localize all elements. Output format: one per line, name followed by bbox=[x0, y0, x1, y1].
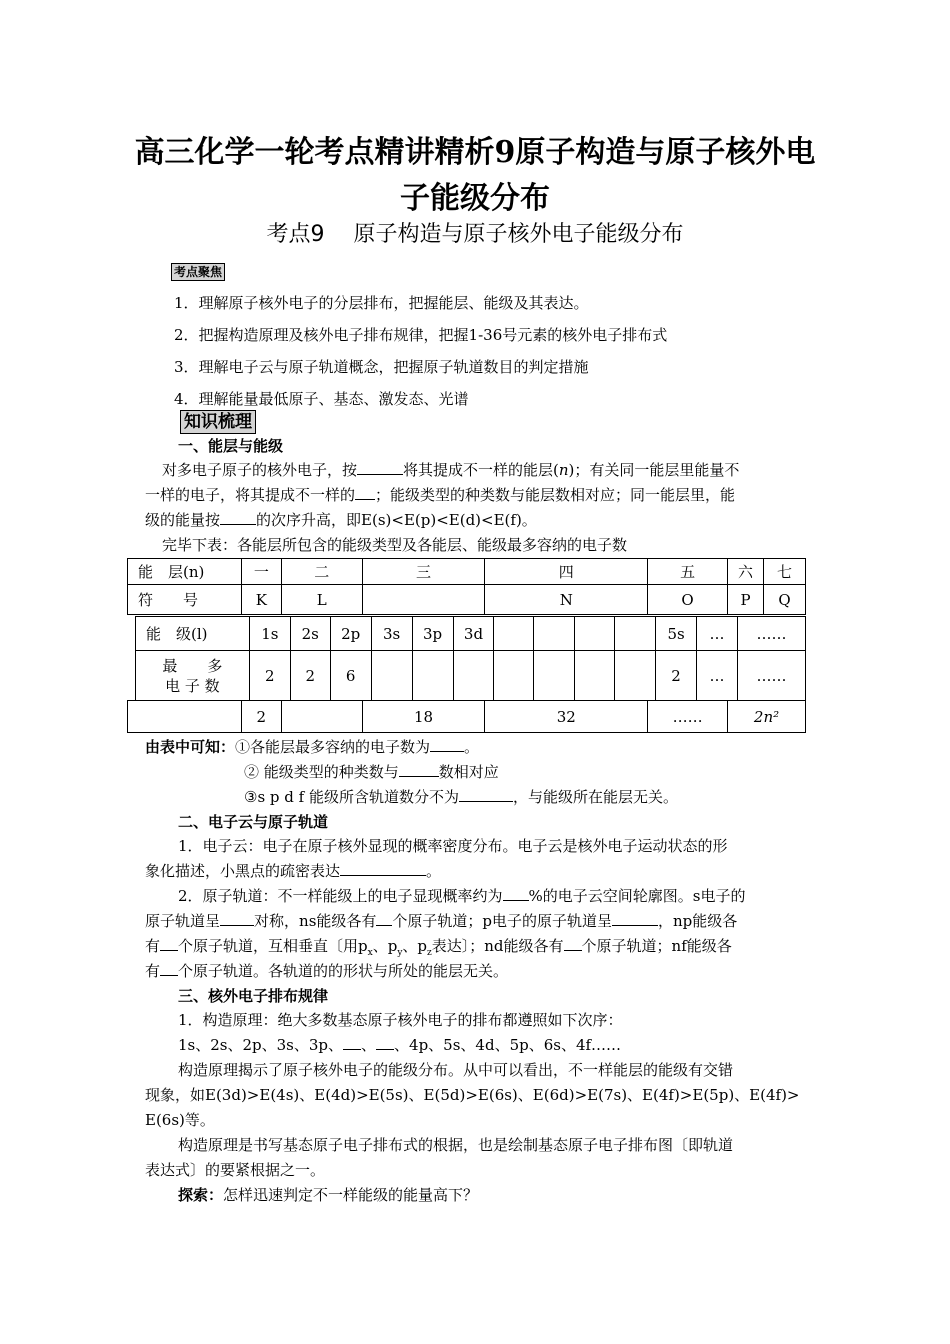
section-1-paragraph-line bbox=[145, 485, 735, 505]
sublevel-cell: 2p bbox=[330, 617, 371, 651]
symbol-cell bbox=[362, 585, 485, 615]
max-cell bbox=[412, 651, 453, 701]
text: ns能级各有 bbox=[299, 912, 377, 930]
section-2-line bbox=[145, 911, 737, 931]
text: ，与能级所在能层无关。 bbox=[512, 788, 678, 806]
layer-header: 能 层(n) bbox=[128, 559, 242, 585]
section-2-line bbox=[145, 961, 508, 981]
layer-cell: 四 bbox=[485, 559, 648, 585]
text: 一样的电子，将其提成不一样的 bbox=[145, 486, 356, 504]
text: 有 bbox=[145, 937, 161, 955]
sublevel-cell: 3p bbox=[412, 617, 453, 651]
sublevel-cell bbox=[615, 617, 656, 651]
text: 。 bbox=[464, 738, 480, 756]
fill-blank bbox=[503, 886, 529, 901]
text: 级的能量按 bbox=[145, 511, 221, 529]
symbol-cell: L bbox=[281, 585, 362, 615]
knowledge-badge: 知识梳理 bbox=[180, 410, 256, 434]
section-1-paragraph-line bbox=[145, 510, 537, 530]
section-2-line: 1．电子云：电子在原子核外显现的概率密度分布。电子云是核外电子运动状态的形 bbox=[178, 837, 728, 855]
sublevel-cell: 3s bbox=[371, 617, 412, 651]
fill-blank bbox=[459, 787, 513, 802]
focus-item: 4．理解能量最低原子、基态、激发态、光谱 bbox=[174, 390, 469, 408]
section-2-line bbox=[145, 861, 441, 881]
text: 将其提成不一样的能层( bbox=[403, 461, 559, 479]
focus-badge: 考点聚焦 bbox=[171, 263, 225, 281]
sublevel-header: 能 级(l) bbox=[136, 617, 250, 651]
text: ，np能级各 bbox=[658, 912, 738, 930]
text: ③s p d f 能级所含轨道数分不为 bbox=[244, 788, 459, 806]
symbol-cell: Q bbox=[763, 585, 805, 615]
section-1-heading: 一、能层与能级 bbox=[178, 437, 284, 455]
subtitle: 考点9 原子构造与原子核外电子能级分布 bbox=[266, 222, 684, 247]
section-1-paragraph-line bbox=[162, 460, 739, 480]
focus-item: 3．理解电子云与原子轨道概念，把握原子轨道数目的判定措施 bbox=[174, 358, 589, 376]
sublevel-cell: 5s bbox=[656, 617, 697, 651]
section-3-line: 1．构造原理：绝大多数基态原子核外电子的排布都遵照如下次序： bbox=[178, 1011, 623, 1029]
fill-blank bbox=[343, 1035, 361, 1050]
total-cell: …… bbox=[648, 701, 728, 733]
layer-cell: 一 bbox=[241, 559, 281, 585]
text: 、 bbox=[361, 1036, 377, 1054]
text: ；能级类型的种类数与能层数相对应；同一能层里，能 bbox=[375, 486, 736, 504]
text: 对称， bbox=[254, 912, 300, 930]
text: 象化描述，小黑点的疏密表达 bbox=[145, 862, 341, 880]
total-cell: 32 bbox=[485, 701, 648, 733]
sublevel-table bbox=[135, 616, 806, 701]
total-cell bbox=[128, 701, 242, 733]
text: 1s、2s、2p、3s、3p、 bbox=[178, 1036, 344, 1054]
text: 的次序升高，即 bbox=[256, 511, 362, 529]
max-cell: 6 bbox=[330, 651, 371, 701]
section-2-line bbox=[145, 936, 732, 963]
fill-blank bbox=[430, 737, 464, 752]
table-intro: 完毕下表：各能层所包含的能级类型及各能层、能级最多容纳的电子数 bbox=[162, 536, 628, 554]
focus-item: 1．理解原子核外电子的分层排布，把握能层、能级及其表达。 bbox=[174, 294, 589, 312]
max-cell bbox=[494, 651, 534, 701]
text: ①各能层最多容纳的电子数为 bbox=[235, 738, 431, 756]
text: 怎样迅速判定不一样能级的能量高下？ bbox=[223, 1186, 479, 1204]
max-cell: … bbox=[697, 651, 738, 701]
total-row bbox=[128, 701, 806, 733]
section-3-line: 现象，如E(3d)>E(4s)、E(4d)>E(5s)、E(5d)>E(6s)、E(6d)>E(7s)、E(4f)>E(5p)、E(4f)> bbox=[145, 1086, 800, 1104]
sublevel-cell bbox=[494, 617, 534, 651]
symbol-cell: O bbox=[648, 585, 728, 615]
symbol-row bbox=[128, 585, 806, 615]
symbol-header: 符 号 bbox=[128, 585, 242, 615]
conclusion-lead: 由表中可知： bbox=[145, 738, 236, 756]
text: )；有关同一能层里能量不 bbox=[568, 461, 740, 479]
total-electrons-table bbox=[127, 700, 806, 733]
symbol-cell: N bbox=[485, 585, 648, 615]
fill-blank bbox=[340, 861, 426, 876]
section-2-heading: 二、电子云与原子轨道 bbox=[178, 813, 329, 831]
conclusion-line-3 bbox=[244, 787, 678, 807]
max-cell: 2 bbox=[249, 651, 290, 701]
fill-blank bbox=[357, 460, 403, 475]
sublevel-cell bbox=[575, 617, 615, 651]
max-cell: 2 bbox=[656, 651, 697, 701]
fill-blank bbox=[355, 485, 375, 500]
fill-blank bbox=[564, 936, 582, 951]
text: 、4p、5s、4d、5p、6s、4f…… bbox=[394, 1036, 622, 1054]
explore-line bbox=[178, 1185, 478, 1205]
fill-blank bbox=[160, 961, 178, 976]
text: 对多电子原子的核外电子，按 bbox=[162, 461, 358, 479]
title-line-2: 子能级分布 bbox=[400, 181, 550, 216]
layer-cell: 三 bbox=[362, 559, 485, 585]
text: 2．原子轨道：不一样能级上的电子显现概率约为 bbox=[178, 887, 503, 905]
text: 个原子轨道。各轨道的的形状与所处的能层无关。 bbox=[178, 962, 509, 980]
text: y bbox=[397, 948, 403, 958]
sublevel-cell: 2s bbox=[290, 617, 330, 651]
section-3-line: E(6s)等。 bbox=[145, 1111, 215, 1129]
fill-blank bbox=[612, 911, 658, 926]
sublevel-cell: … bbox=[697, 617, 738, 651]
text: 、p bbox=[402, 937, 428, 955]
fill-blank bbox=[220, 911, 254, 926]
text: 有 bbox=[145, 962, 161, 980]
layer-cell: 五 bbox=[648, 559, 728, 585]
max-cell bbox=[534, 651, 575, 701]
layer-cell: 七 bbox=[763, 559, 805, 585]
text: 个原子轨道；nf能级各 bbox=[581, 937, 732, 955]
section-3-line: 构造原理揭示了原子核外电子的能级分布。从中可以看出，不一样能层的能级有交错 bbox=[178, 1061, 734, 1079]
max-cell: …… bbox=[737, 651, 805, 701]
symbol-cell: P bbox=[728, 585, 764, 615]
text: 最 多 bbox=[162, 656, 223, 675]
conclusion-line-2 bbox=[244, 762, 499, 782]
section-3-line: 构造原理是书写基态原子电子排布式的根据，也是绘制基态原子电子排布图〔即轨道 bbox=[178, 1136, 734, 1154]
fill-blank bbox=[399, 762, 439, 777]
text: 、p bbox=[372, 937, 398, 955]
total-cell bbox=[281, 701, 362, 733]
sublevel-row bbox=[136, 617, 806, 651]
max-electrons-row bbox=[136, 651, 806, 701]
focus-item: 2．把握构造原理及核外电子排布规律，把握1-36号元素的核外电子排布式 bbox=[174, 326, 668, 344]
sublevel-cell: 3d bbox=[453, 617, 494, 651]
section-3-heading: 三、核外电子排布规律 bbox=[178, 987, 329, 1005]
text: x bbox=[367, 948, 373, 958]
sublevel-cell: …… bbox=[737, 617, 805, 651]
text: 原子轨道呈 bbox=[145, 912, 221, 930]
fill-blank bbox=[160, 936, 178, 951]
text: 表达〕；nd能级各有 bbox=[431, 937, 564, 955]
section-3-line bbox=[178, 1035, 621, 1055]
layer-row bbox=[128, 559, 806, 585]
text: 数相对应 bbox=[438, 763, 499, 781]
energy-order-formula: E(s)<E(p)<E(d)<E(f)。 bbox=[361, 511, 537, 529]
text: z bbox=[427, 948, 432, 958]
total-cell: 2n² bbox=[728, 701, 806, 733]
max-cell bbox=[615, 651, 656, 701]
text: 电 子 数 bbox=[165, 676, 220, 695]
total-cell: 18 bbox=[362, 701, 485, 733]
text: 。 bbox=[426, 862, 442, 880]
section-2-line bbox=[178, 886, 746, 906]
text: 个原子轨道，互相垂直〔用p bbox=[178, 937, 368, 955]
max-cell: 2 bbox=[290, 651, 330, 701]
text: n bbox=[558, 461, 569, 479]
section-3-line: 表达式〕的要紧根据之一。 bbox=[145, 1161, 326, 1179]
max-cell bbox=[453, 651, 494, 701]
sublevel-cell bbox=[534, 617, 575, 651]
sublevel-cell: 1s bbox=[249, 617, 290, 651]
total-cell: 2 bbox=[241, 701, 281, 733]
fill-blank bbox=[376, 911, 392, 926]
layer-cell: 六 bbox=[728, 559, 764, 585]
symbol-cell: K bbox=[241, 585, 281, 615]
layer-cell: 二 bbox=[281, 559, 362, 585]
title-line-1: 高三化学一轮考点精讲精析9原子构造与原子核外电 bbox=[134, 135, 816, 170]
text: %的电子云空间轮廓图。s电子的 bbox=[528, 887, 746, 905]
text: ② 能级类型的种类数与 bbox=[244, 763, 399, 781]
text: 个原子轨道；p电子的原子轨道呈 bbox=[392, 912, 612, 930]
fill-blank bbox=[376, 1035, 394, 1050]
conclusion-line-1 bbox=[145, 737, 479, 757]
max-cell bbox=[371, 651, 412, 701]
max-electrons-header bbox=[136, 651, 250, 701]
fill-blank bbox=[220, 510, 256, 525]
explore-label: 探索： bbox=[178, 1186, 224, 1204]
max-cell bbox=[575, 651, 615, 701]
layer-table bbox=[127, 558, 806, 615]
